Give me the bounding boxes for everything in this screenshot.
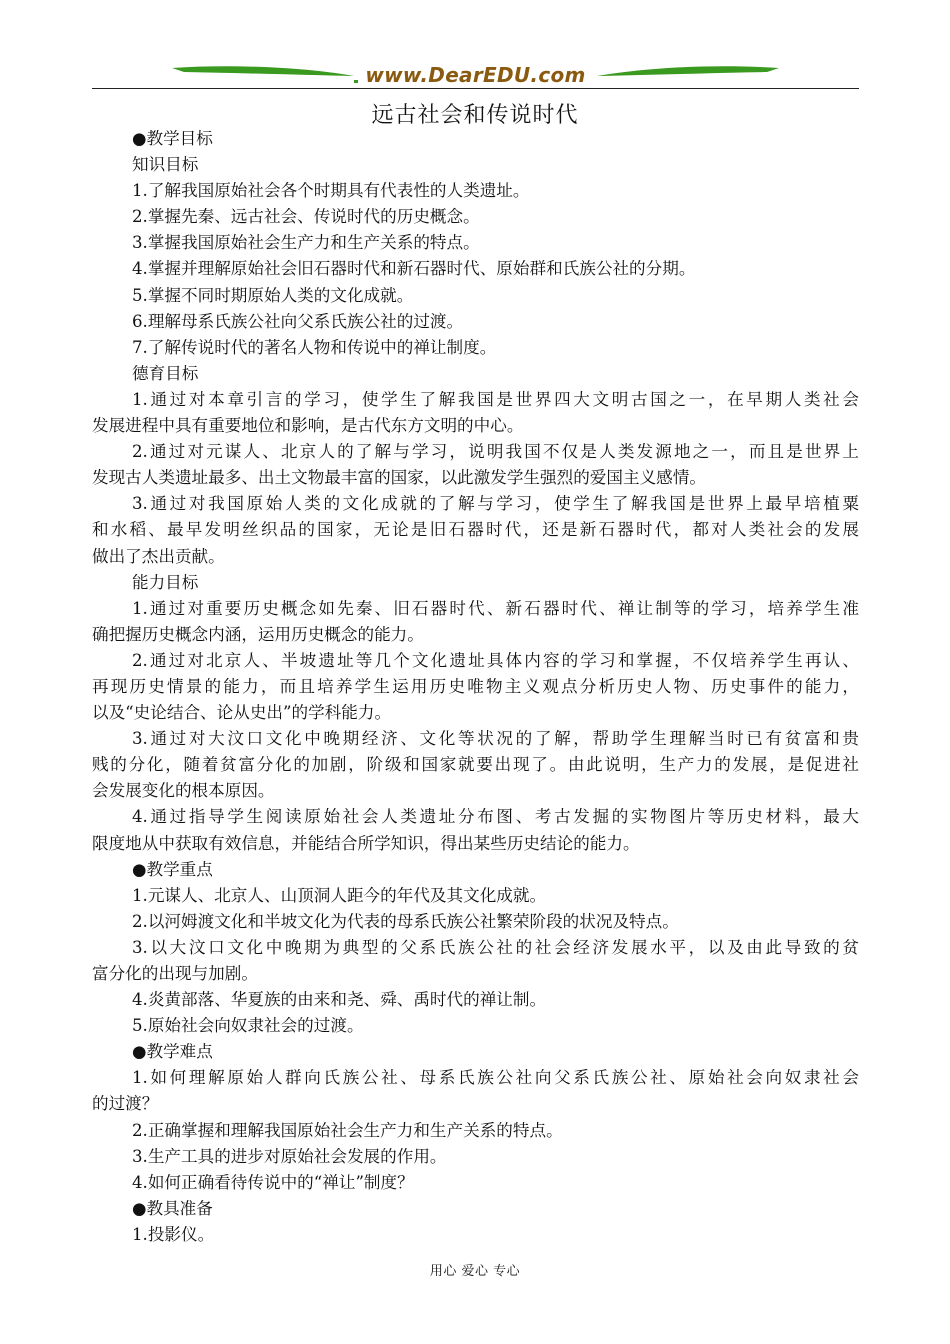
text-line: 2.以河姆渡文化和半坡文化为代表的母系氏族公社繁荣阶段的状况及特点。 xyxy=(132,911,679,931)
text-line: 富分化的出现与加剧。 xyxy=(92,964,258,983)
text-line: 5.掌握不同时期原始人类的文化成就。 xyxy=(132,285,414,305)
text-line: 德育目标 xyxy=(132,363,199,383)
text-line: 2.通过对元谋人、北京人的了解与学习，说明我国不仅是人类发源地之一，而且是世界上 xyxy=(132,442,859,462)
text-line: 确把握历史概念内涵，运用历史概念的能力。 xyxy=(92,624,424,644)
text-line: 1.了解我国原始社会各个时期具有代表性的人类遗址。 xyxy=(132,181,530,201)
text-line: 2.正确掌握和理解我国原始社会生产力和生产关系的特点。 xyxy=(132,1120,563,1140)
text-line: 发现古人类遗址最多、出土文物最丰富的国家，以此激发学生强烈的爱国主义感情。 xyxy=(92,468,706,488)
header-rule xyxy=(92,88,859,89)
text-line: 3.掌握我国原始社会生产力和生产关系的特点。 xyxy=(132,233,480,253)
text-line: 7.了解传说时代的著名人物和传说中的禅让制度。 xyxy=(132,337,497,357)
text-line: 会发展变化的根本原因。 xyxy=(92,781,275,801)
text-line: 4.掌握并理解原始社会旧石器时代和新石器时代、原始群和氏族公社的分期。 xyxy=(132,259,696,279)
text-line: 3.通过对我国原始人类的文化成就的了解与学习，使学生了解我国是世界上最早培植粟 xyxy=(132,494,859,514)
site-logo-text[interactable]: www.DearEDU.com xyxy=(365,63,586,87)
text-line: 知识目标 xyxy=(132,155,199,175)
text-line: 3.通过对大汶口文化中晚期经济、文化等状况的了解，帮助学生理解当时已有贫富和贵 xyxy=(132,729,859,749)
text-line: 和水稻、最早发明丝织品的国家，无论是旧石器时代，还是新石器时代，都对人类社会的发展 xyxy=(92,520,859,540)
text-line: 1.如何理解原始人群向氏族公社、母系氏族公社向父系氏族公社、原始社会向奴隶社会 xyxy=(132,1068,859,1088)
text-line: ●教学目标 xyxy=(132,129,213,148)
text-line: 的过渡？ xyxy=(92,1094,159,1114)
text-line: ●教学难点 xyxy=(132,1042,213,1062)
text-line: 2.通过对北京人、半坡遗址等几个文化遗址具体内容的学习和掌握，不仅培养学生再认、 xyxy=(132,650,859,670)
text-line: 1.通过对本章引言的学习，使学生了解我国是世界四大文明古国之一，在早期人类社会 xyxy=(132,389,859,409)
text-line: 3.生产工具的进步对原始社会发展的作用。 xyxy=(132,1146,447,1166)
document-body xyxy=(92,126,859,1248)
text-line: 以及“史论结合、论从史出”的学科能力。 xyxy=(92,703,392,723)
text-line: 1.通过对重要历史概念如先秦、旧石器时代、新石器时代、禅让制等的学习，培养学生准 xyxy=(132,598,859,618)
text-line: 4.通过指导学生阅读原始社会人类遗址分布图、考古发掘的实物图片等历史材料，最大 xyxy=(132,807,859,827)
text-line: 3.以大汶口文化中晚期为典型的父系氏族公社的社会经济发展水平，以及由此导致的贫 xyxy=(132,937,859,957)
text-line: 2.掌握先秦、远古社会、传说时代的历史概念。 xyxy=(132,207,480,227)
text-line: 4.如何正确看待传说中的“禅让”制度？ xyxy=(132,1172,414,1192)
text-line: 1.投影仪。 xyxy=(132,1224,215,1244)
text-line: 发展进程中具有重要地位和影响，是古代东方文明的中心。 xyxy=(92,416,524,436)
text-line: ●教具准备 xyxy=(132,1198,213,1218)
text-line: ●教学重点 xyxy=(132,859,213,879)
text-line: 5.原始社会向奴隶社会的过渡。 xyxy=(132,1016,364,1036)
text-line: 限度地从中获取有效信息，并能结合所学知识，得出某些历史结论的能力。 xyxy=(92,833,640,853)
text-line: 4.炎黄部落、华夏族的由来和尧、舜、禹时代的禅让制。 xyxy=(132,990,547,1010)
text-line: 1.元谋人、北京人、山顶洞人距今的年代及其文化成就。 xyxy=(132,885,547,905)
page-footer: 用心 爱心 专心 xyxy=(429,1264,521,1279)
text-line: 贱的分化，随着贫富分化的加剧，阶级和国家就要出现了。由此说明，生产力的发展，是促进社 xyxy=(92,755,859,775)
text-line: 做出了杰出贡献。 xyxy=(92,546,225,566)
text-line: 再现历史情景的能力，而且培养学生运用历史唯物主义观点分析历史人物、历史事件的能力， xyxy=(92,676,859,696)
page-title: 远古社会和传说时代 xyxy=(371,103,579,128)
text-line: 6.理解母系氏族公社向父系氏族公社的过渡。 xyxy=(132,311,464,331)
text-line: 能力目标 xyxy=(132,572,199,592)
